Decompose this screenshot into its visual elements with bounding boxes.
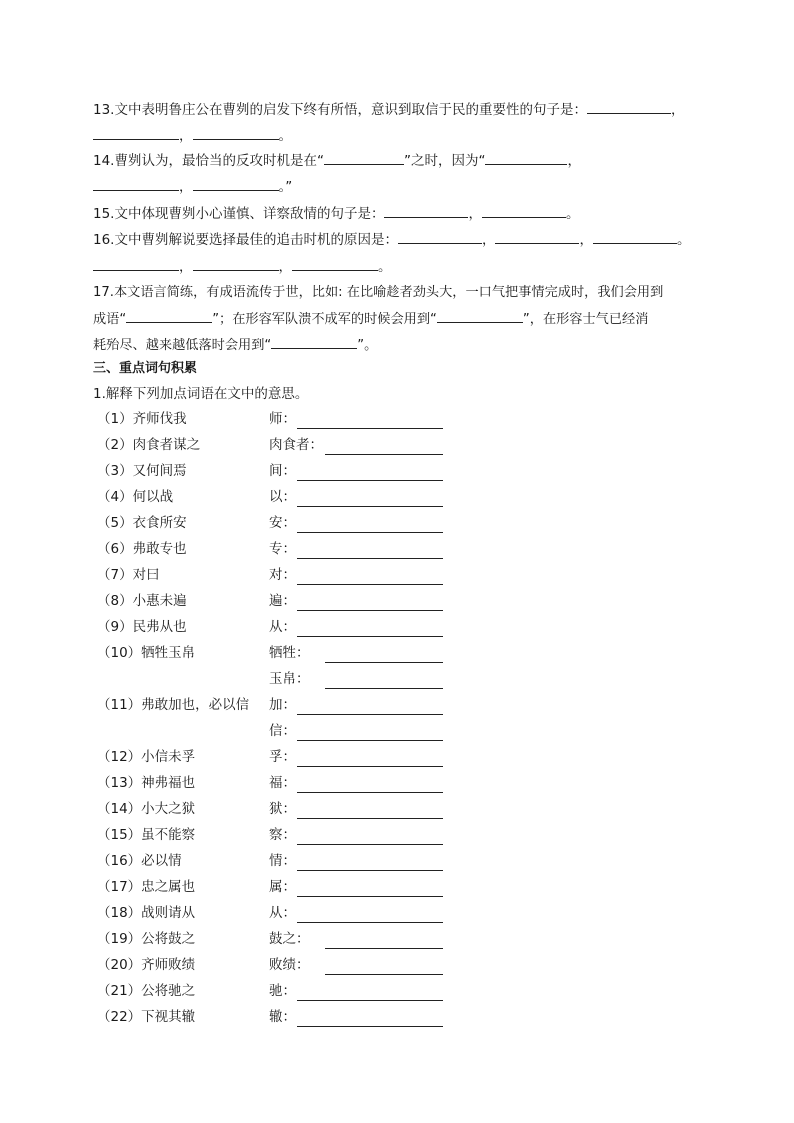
vocab-phrase: （19）公将鼓之 [97, 931, 196, 947]
question-16-line-2: ， ， 。 [93, 256, 392, 277]
answer-blank[interactable] [593, 229, 677, 244]
vocab-term: 遍： [269, 593, 296, 609]
vocab-row [97, 721, 457, 741]
section-3-heading: 三、重点词句积累 [93, 361, 198, 376]
answer-blank[interactable] [297, 492, 443, 507]
answer-blank[interactable] [398, 229, 482, 244]
vocab-row [97, 1007, 457, 1027]
question-13-line-2: ， 。 [93, 125, 292, 146]
answer-blank[interactable] [297, 830, 443, 845]
vocab-row [97, 695, 457, 715]
question-16-text: 16.文中曹刿解说要选择最佳的追击时机的原因是： [93, 232, 398, 248]
vocab-row [97, 981, 457, 1001]
vocab-phrase: （5）衣食所安 [97, 515, 187, 531]
answer-blank[interactable] [193, 125, 279, 140]
question-14-text: 14.曹刿认为，最恰当的反攻时机是在“ [93, 153, 324, 169]
vocab-row [97, 591, 457, 611]
question-17-line-1 [93, 283, 663, 303]
vocab-term: 从： [269, 619, 296, 635]
answer-blank[interactable] [297, 726, 443, 741]
answer-blank[interactable] [193, 256, 279, 271]
answer-blank[interactable] [325, 440, 443, 455]
answer-blank[interactable] [297, 856, 443, 871]
answer-blank[interactable] [297, 466, 443, 481]
question-17-line-3: 耗殆尽、越来越低落时会用到“ ”。 [93, 334, 377, 356]
vocab-row [97, 513, 457, 533]
vocab-row [97, 565, 457, 585]
answer-blank[interactable] [495, 229, 579, 244]
answer-blank[interactable] [297, 622, 443, 637]
answer-blank[interactable] [297, 1012, 443, 1027]
vocab-term: 属： [269, 879, 296, 895]
vocab-term: 驰： [269, 983, 296, 999]
vocab-row [97, 461, 457, 481]
vocab-phrase: （6）弗敢专也 [97, 541, 187, 557]
vocab-phrase: （14）小大之狱 [97, 801, 196, 817]
vocab-row [97, 435, 457, 455]
vocab-row [97, 539, 457, 559]
answer-blank[interactable] [93, 125, 179, 140]
vocab-row [97, 487, 457, 507]
answer-blank[interactable] [297, 700, 443, 715]
vocab-phrase: （13）神弗福也 [97, 775, 196, 791]
vocab-row [97, 617, 457, 637]
answer-blank[interactable] [325, 648, 443, 663]
vocab-phrase: （8）小惠未遍 [97, 593, 187, 609]
vocab-phrase: （20）齐师败绩 [97, 957, 196, 973]
answer-blank[interactable] [292, 256, 378, 271]
vocab-phrase: （21）公将驰之 [97, 983, 196, 999]
vocab-row [97, 799, 457, 819]
vocab-term: 加： [269, 697, 296, 713]
question-17-line-2: 成语“ ”；在形容军队溃不成军的时候会用到“ ”，在形容士气已经消 [93, 308, 648, 330]
vocab-term: 福： [269, 775, 296, 791]
answer-blank[interactable] [297, 882, 443, 897]
vocab-row [97, 877, 457, 897]
answer-blank[interactable] [297, 908, 443, 923]
question-17-text: 17.本文语言简练，有成语流传于世，比如: 在比喻趁者劲头大，一口气把事情完成时，我们会用到 [93, 285, 664, 300]
answer-blank[interactable] [297, 544, 443, 559]
vocab-term: 狱： [269, 801, 296, 817]
answer-blank[interactable] [297, 570, 443, 585]
vocab-row [97, 773, 457, 793]
vocab-term: 情： [269, 853, 296, 869]
answer-blank[interactable] [93, 256, 179, 271]
vocab-phrase: （22）下视其辙 [97, 1009, 196, 1025]
vocab-term: 肉食者： [269, 437, 323, 453]
answer-blank[interactable] [297, 752, 443, 767]
answer-blank[interactable] [437, 308, 523, 323]
vocab-term: 败绩： [269, 957, 310, 973]
vocab-term: 师： [269, 411, 296, 427]
question-13-text: 13.文中表明鲁庄公在曹刿的启发下终有所悟，意识到取信于民的重要性的句子是： [93, 102, 587, 118]
vocab-row [97, 643, 457, 663]
answer-blank[interactable] [297, 414, 443, 429]
answer-blank[interactable] [297, 596, 443, 611]
vocab-phrase: （3）又何间焉 [97, 463, 187, 479]
vocab-phrase: （2）肉食者谋之 [97, 437, 201, 453]
answer-blank[interactable] [193, 176, 279, 191]
vocab-row [97, 409, 457, 429]
answer-blank[interactable] [485, 150, 567, 165]
question-14-line-2: ， 。” [93, 176, 292, 197]
question-15-text: 15.文中体现曹刿小心谨慎、详察敌情的句子是： [93, 206, 385, 222]
answer-blank[interactable] [271, 334, 357, 349]
vocab-term: 玉帛： [269, 671, 310, 687]
vocab-row [97, 851, 457, 871]
answer-blank[interactable] [126, 308, 212, 323]
answer-blank[interactable] [297, 804, 443, 819]
answer-blank[interactable] [93, 176, 179, 191]
vocab-term: 信： [269, 723, 296, 739]
answer-blank[interactable] [297, 986, 443, 1001]
vocab-term: 牺牲： [269, 645, 310, 661]
vocab-term: 从： [269, 905, 296, 921]
vocab-term: 对： [269, 567, 296, 583]
vocab-phrase: （10）牺牲玉帛 [97, 645, 196, 661]
vocab-row [97, 903, 457, 923]
vocab-phrase: （16）必以情 [97, 853, 182, 869]
answer-blank[interactable] [325, 674, 443, 689]
vocab-term: 察： [269, 827, 296, 843]
exercise-1-title: 1.解释下列加点词语在文中的意思。 [93, 386, 309, 402]
vocab-row [97, 747, 457, 767]
vocab-term: 间： [269, 463, 296, 479]
question-15: 15.文中体现曹刿小心谨慎、详察敌情的句子是： ， 。 [93, 203, 579, 224]
vocab-row [97, 955, 457, 975]
vocab-phrase: （7）对曰 [97, 567, 160, 583]
vocab-term: 鼓之： [269, 931, 310, 947]
question-14-line-1: 14.曹刿认为，最恰当的反攻时机是在“ ”之时，因为“ ， [93, 150, 581, 171]
answer-blank[interactable] [325, 934, 443, 949]
question-13-line-1: 13.文中表明鲁庄公在曹刿的启发下终有所悟，意识到取信于民的重要性的句子是： ， [93, 99, 684, 120]
vocab-phrase: （9）民弗从也 [97, 619, 187, 635]
vocab-phrase: （1）齐师伐我 [97, 411, 187, 427]
answer-blank[interactable] [297, 518, 443, 533]
answer-blank[interactable] [384, 203, 468, 218]
vocab-term: 安： [269, 515, 296, 531]
vocab-row [97, 929, 457, 949]
answer-blank[interactable] [324, 150, 404, 165]
vocab-term: 孚： [269, 749, 296, 765]
vocab-term: 辙： [269, 1009, 296, 1025]
answer-blank[interactable] [587, 99, 671, 114]
question-16-line-1: 16.文中曹刿解说要选择最佳的追击时机的原因是： ， ， 。 [93, 229, 690, 250]
answer-blank[interactable] [482, 203, 566, 218]
vocab-phrase: （17）忠之属也 [97, 879, 196, 895]
vocab-phrase: （15）虽不能察 [97, 827, 196, 843]
vocab-phrase: （18）战则请从 [97, 905, 196, 921]
answer-blank[interactable] [325, 960, 443, 975]
vocab-row [97, 669, 457, 689]
vocab-row [97, 825, 457, 845]
vocab-phrase: （12）小信未孚 [97, 749, 196, 765]
vocab-term: 以： [269, 489, 296, 505]
vocab-phrase: （4）何以战 [97, 489, 174, 505]
answer-blank[interactable] [297, 778, 443, 793]
vocab-term: 专： [269, 541, 296, 557]
vocab-phrase: （11）弗敢加也，必以信 [97, 697, 250, 713]
